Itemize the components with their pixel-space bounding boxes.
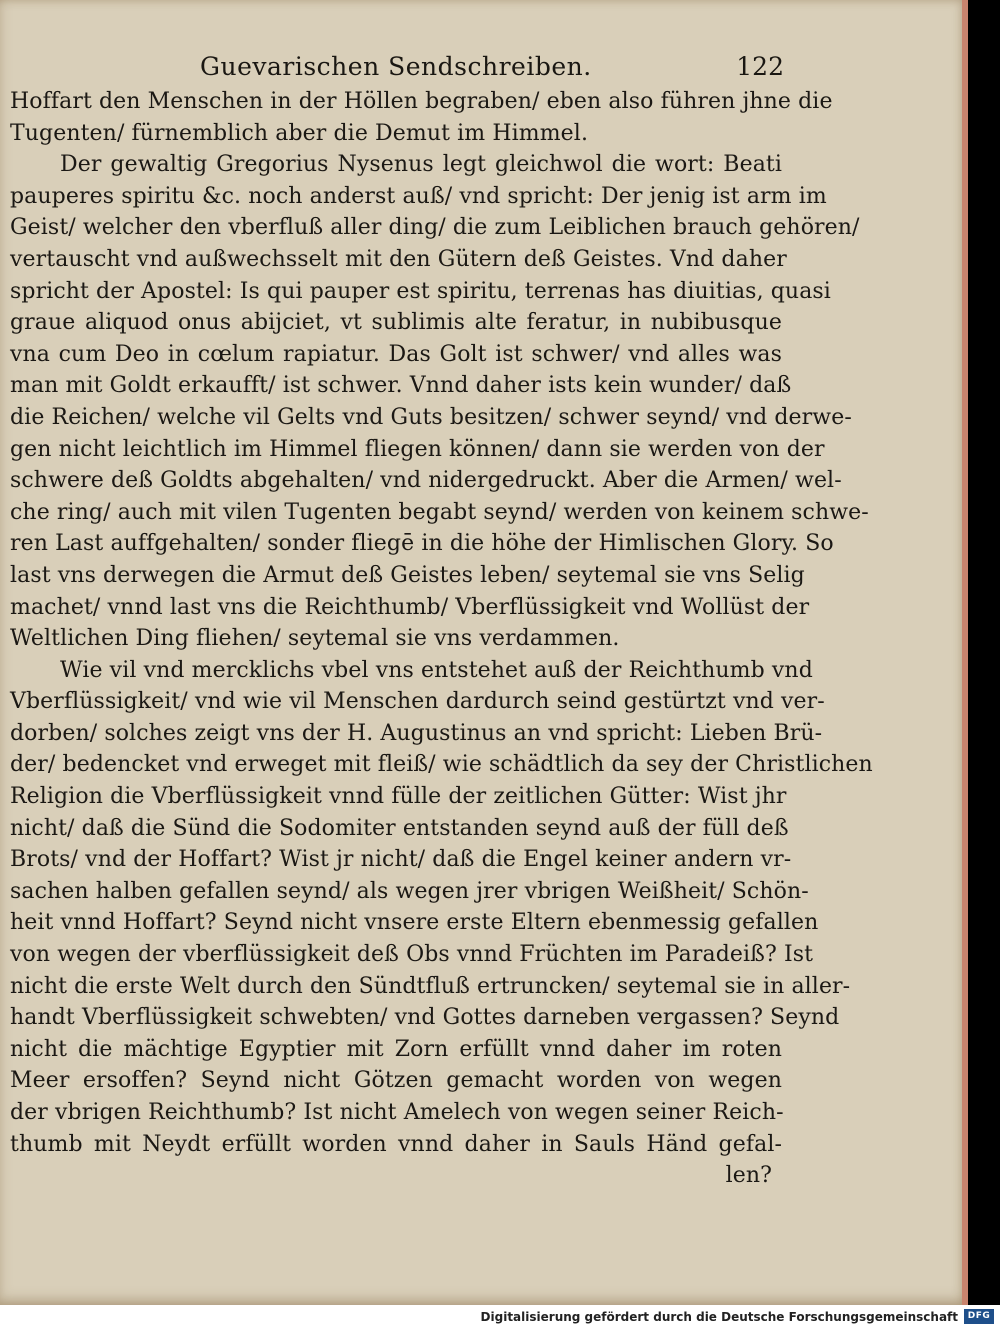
text-line: Religion die Vberflüssigkeit vnnd fülle der zeitlichen Gütter: Wist jhr [10, 784, 787, 810]
text-line: vertauscht vnd außwechsselt mit den Gütern deß Geistes. Vnd daher [10, 246, 787, 272]
text-line: nicht die erste Welt durch den Sündtfluß ertruncken/ seytemal sie in aller- [10, 973, 851, 999]
text-line: der/ bedencket vnd erweget mit fleiß/ wie schädtlich da sey der Christlichen [10, 752, 873, 778]
text-line: sachen halben gefallen seynd/ als wegen jrer vbrigen Weißheit/ Schön- [10, 878, 809, 904]
text-line: graue aliquod onus abijciet, vt sublimis alte feratur, in nubibusque [10, 310, 782, 336]
text-line: Vberflüssigkeit/ vnd wie vil Menschen dardurch seind gestürtzt vnd ver- [10, 689, 825, 715]
text-line: Tugenten/ fürnemblich aber die Demut im Himmel. [10, 120, 589, 146]
text-line: Der gewaltig Gregorius Nysenus legt gleichwol die wort: Beati [60, 152, 782, 178]
text-line: machet/ vnnd last vns die Reichthumb/ Vberflüssigkeit vnd Wollüst der [10, 594, 810, 620]
text-line: Brots/ vnd der Hoffart? Wist jr nicht/ daß die Engel keiner andern vr- [10, 847, 792, 873]
running-title: Guevarischen Sendschreiben. [200, 52, 592, 81]
body-text [10, 86, 873, 1192]
page-number: 122 [736, 52, 784, 81]
text-line: handt Vberflüssigkeit schwebten/ vnd Gottes darneben vergassen? Seynd [10, 1005, 840, 1031]
text-line: man mit Goldt erkaufft/ ist schwer. Vnnd daher ists kein wunder/ daß [10, 373, 792, 399]
text-line: gen nicht leichtlich im Himmel fliegen können/ dann sie werden von der [10, 436, 825, 462]
text-line: die Reichen/ welche vil Gelts vnd Guts besitzen/ schwer seynd/ vnd derwe- [10, 404, 852, 430]
text-line: Geist/ welcher den vberfluß aller ding/ die zum Leiblichen brauch gehören/ [10, 215, 860, 241]
text-line: heit vnnd Hoffart? Seynd nicht vnsere erste Eltern ebenmessig gefallen [10, 910, 819, 936]
text-line: Wie vil vnd mercklichs vbel vns entstehet auß der Reichthumb vnd [60, 657, 813, 683]
catchword: len? [725, 1163, 772, 1189]
text-line: ren Last auffgehalten/ sonder fliegē in die höhe der Himlischen Glory. So [10, 531, 834, 557]
text-line: last vns derwegen die Armut deß Geistes leben/ seytemal sie vns Selig [10, 562, 805, 588]
text-line: nicht die mächtige Egyptier mit Zorn erfüllt vnnd daher im roten [10, 1036, 782, 1062]
text-line: dorben/ solches zeigt vns der H. Augustinus an vnd spricht: Lieben Brü- [10, 720, 823, 746]
text-line: Weltlichen Ding fliehen/ seytemal sie vns verdammen. [10, 626, 620, 652]
text-line: schwere deß Goldts abgehalten/ vnd nidergedruckt. Aber die Armen/ wel- [10, 468, 842, 494]
text-line: vna cum Deo in cœlum rapiatur. Das Golt ist schwer/ vnd alles was [10, 341, 782, 367]
text-line: von wegen der vberflüssigkeit deß Obs vnnd Früchten im Paradeiß? Ist [10, 942, 814, 968]
footer-bar [0, 1305, 1000, 1329]
text-line: Hoffart den Menschen in der Höllen begraben/ eben also führen jhne die [10, 89, 833, 114]
text-line: nicht/ daß die Sünd die Sodomiter entstanden seynd auß der füll deß [10, 815, 789, 841]
dfg-logo[interactable]: DFG [964, 1309, 994, 1324]
text-line: Meer ersoffen? Seynd nicht Götzen gemacht worden von wegen [10, 1068, 782, 1094]
text-line: thumb mit Neydt erfüllt worden vnnd daher in Sauls Händ gefal- [10, 1131, 782, 1157]
text-line: che ring/ auch mit vilen Tugenten begabt seynd/ werden von keinem schwe- [10, 499, 869, 525]
funding-credit: Digitalisierung gefördert durch die Deutsche Forschungsgemeinschaft [480, 1310, 958, 1324]
text-line: der vbrigen Reichthumb? Ist nicht Amelech von wegen seiner Reich- [10, 1100, 784, 1125]
text-line: pauperes spiritu &c. noch anderst auß/ vnd spricht: Der jenig ist arm im [10, 183, 827, 209]
text-line: spricht der Apostel: Is qui pauper est spiritu, terrenas has diuitias, quasi [10, 278, 831, 304]
page-edge [962, 0, 968, 1305]
page-header [200, 48, 790, 88]
